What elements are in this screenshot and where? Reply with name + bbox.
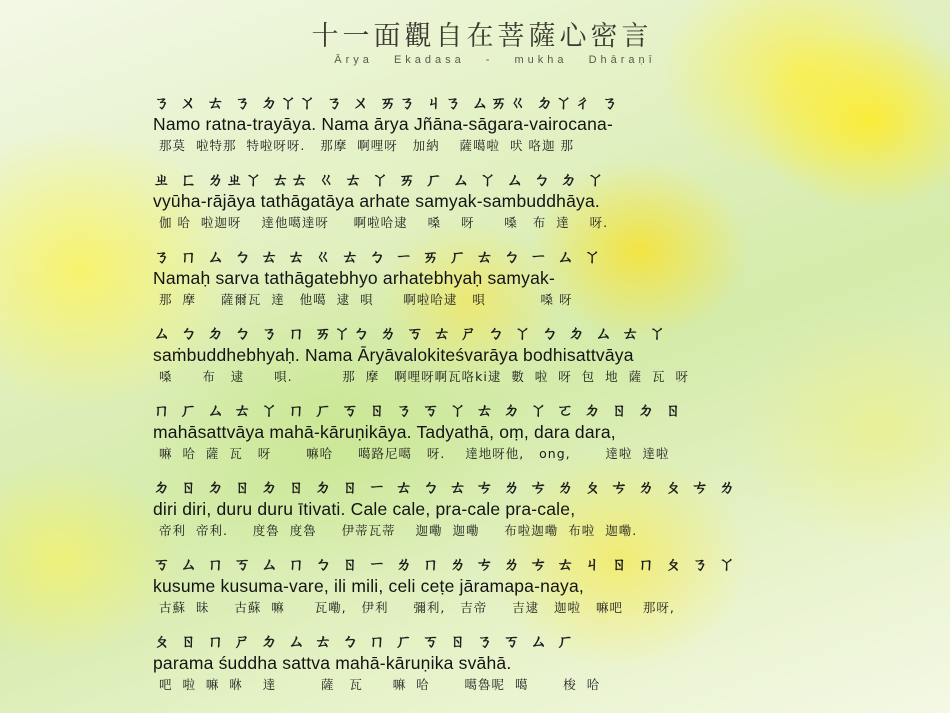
page-title: 十一面觀自在菩薩心密言 [311,21,653,52]
stanza-1 [153,92,823,169]
siddham-line: ㄉ ㄖ ㄉ ㄖ ㄉ ㄖ ㄉ ㄖ ㄧ ㄊ ㄅ ㄊ ㄘ ㄌ ㄘ ㄌ ㄆ ㄘ ㄌ ㄆ ㄘ ㄌ [153,478,738,498]
siddham-line: ㄓ ㄈ ㄌㄓㄚ ㄊㄊ ㄍ ㄊ ㄚ ㄞ ㄏ ㄙ ㄚ ㄙ ㄅ ㄉ ㄚ [153,170,606,190]
siddham-line: ㄋ ㄇ ㄙ ㄅ ㄊ ㄊ ㄍ ㄊ ㄅ ㄧ ㄞ ㄏ ㄊ ㄅ ㄧ ㄙ ㄚ [153,247,603,267]
siddham-line: ㄇ ㄏ ㄙ ㄊ ㄚ ㄇ ㄏ ㄎ ㄖ ㄋ ㄎ ㄚ ㄊ ㄉ ㄚ ㄛ ㄉ ㄖ ㄉ ㄖ [153,401,684,421]
latin-line: kusume kusuma-vare, ili mili, celi ceṭe jāramapa-naya, [153,576,584,596]
stanza-4 [153,323,823,400]
chinese-line: 那 摩 薩爾瓦 達 他噶 逮 唄 啊啦哈逮 唄 嗓 呀 [159,292,573,307]
siddham-line: ㄆ ㄖ ㄇ ㄕ ㄉ ㄙ ㄊ ㄅ ㄇ ㄏ ㄎ ㄖ ㄋ ㄎ ㄙ ㄏ [153,632,576,652]
chinese-line: 伽 哈 啦迦呀 達他噶達呀 啊啦哈逮 嗓 呀 嗓 布 達 呀. [159,215,609,230]
latin-line: saṁbuddhebhyaḥ. Nama Āryāvalokiteśvarāya bodhisattvāya [153,345,634,365]
latin-line: parama śuddha sattva mahā-kāruṇika svāhā. [153,653,512,673]
header [0,14,950,66]
stanza-7 [153,554,823,631]
chinese-line: 吧 啦 嘛 咻 達 薩 瓦 嘛 哈 噶魯呢 噶 梭 哈 [159,677,601,692]
stanza-2 [153,169,823,246]
latin-line: vyūha-rājāya tathāgatāya arhate samyak-sambuddhāya. [153,191,600,211]
chinese-line: 嘛 哈 薩 瓦 呀 嘛哈 噶路尼噶 呀. 達地呀他, ong, 達啦 達啦 [159,446,670,461]
siddham-line: ㄙ ㄅ ㄉ ㄅ ㄋ ㄇ ㄞㄚㄅ ㄌ ㄎ ㄊ ㄕ ㄅ ㄚ ㄅ ㄉ ㄙ ㄊ ㄚ [153,324,668,344]
stanza-5 [153,400,823,477]
chinese-line: 那莫 啦特那 特啦呀呀. 那摩 啊哩呀 加納 薩噶啦 吠 咯迦 那 [159,138,574,153]
siddham-line: ㄋ ㄨ ㄊ ㄋ ㄉㄚㄚ ㄋ ㄨ ㄞㄋ ㄐㄋ ㄙㄞㄍ ㄉㄚㄔ ㄋ [153,93,621,113]
stanza-3 [153,246,823,323]
latin-line: Namaḥ sarva tathāgatebhyo arhatebhyaḥ samyak- [153,268,556,288]
latin-line: mahāsattvāya mahā-kāruṇikāya. Tadyathā, oṃ, dara dara, [153,422,616,442]
page-subtitle: Ārya Ekadasa - mukha Dhāraṇī [334,54,656,66]
siddham-line: ㄎ ㄙ ㄇ ㄎ ㄙ ㄇ ㄅ ㄖ ㄧ ㄌ ㄇ ㄌ ㄘ ㄌ ㄘ ㄊ ㄐ ㄖ ㄇ ㄆ ㄋ ㄚ [153,555,738,575]
latin-line: diri diri, duru duru ītivati. Cale cale, pra-cale pra-cale, [153,499,576,519]
latin-line: Namo ratna-trayāya. Nama ārya Jñāna-sāgara-vairocana- [153,114,613,134]
stanza-6 [153,477,823,554]
dharani-text [153,92,823,708]
chinese-line: 嗓 布 逮 唄. 那 摩 啊哩呀啊瓦咯ki逮 數 啦 呀 包 地 薩 瓦 呀 [159,369,689,384]
chinese-line: 帝利 帝利. 度魯 度魯 伊蒂瓦蒂 迦嘞 迦嘞 布啦迦嘞 布啦 迦嘞. [159,523,638,538]
stanza-8 [153,631,823,708]
chinese-line: 古蘇 昧 古蘇 嘛 瓦嘞, 伊利 彌利, 吉帝 吉逮 迦啦 嘛吧 那呀, [159,600,675,615]
